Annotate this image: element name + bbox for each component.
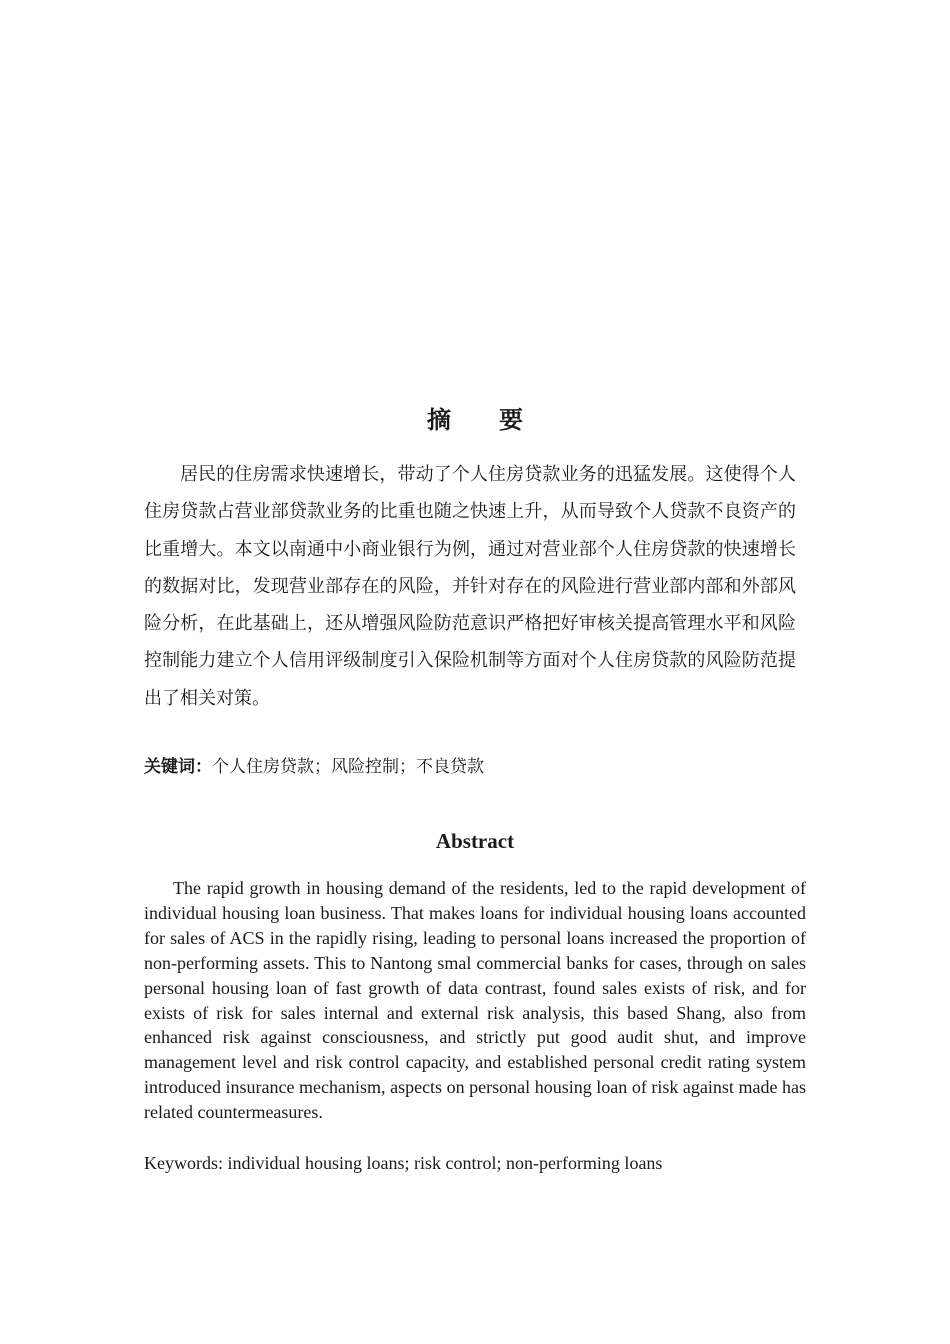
chinese-abstract-body: 居民的住房需求快速增长，带动了个人住房贷款业务的迅猛发展。这使得个人住房贷款占营业部贷款业务的比重也随之快速上升，从而导致个人贷款不良资产的比重增大。本文以南通中小商业银行为例，通过对营业部个人住房贷款的快速增长的数据对比，发现营业部存在的风险，并针对存在的风险进行营业部内部和外部风险分析，在此基础上，还从增强风险防范意识严格把好审核关提高管理水平和风险控制能力建立个人信用评级制度引入保险机制等方面对个人住房贷款的风险防范提出了相关对策。 <box>144 464 796 709</box>
english-abstract-body: The rapid growth in housing demand of the residents, led to the rapid development of individual housing loan business. That makes loans for individual housing loans accounted for sales of ACS in the rapidly rising, leading to personal loans increased the proportion of non-performing assets. This to Nantong smal commercial banks for cases, through on sales personal housing loan of fast growth of data contrast, found sales exists of risk, and for exists of risk for sales internal and external risk analysis, this based Shang, also from enhanced risk against consciousness, and strictly put good audit shut, and improve management level and risk control capacity, and established personal credit rating system introduced insurance mechanism, aspects on personal housing loan of risk against made has related countermeasures. <box>144 878 806 1123</box>
english-keywords: Keywords: individual housing loans; risk control; non-performing loans <box>144 1153 663 1173</box>
chinese-keywords-text: 个人住房贷款；风险控制；不良贷款 <box>212 757 484 777</box>
chinese-keywords <box>144 753 796 781</box>
english-abstract-title: Abstract <box>435 829 515 853</box>
chinese-keywords-label: 关键词： <box>144 757 212 777</box>
chinese-abstract-title: 摘要 <box>427 406 571 434</box>
